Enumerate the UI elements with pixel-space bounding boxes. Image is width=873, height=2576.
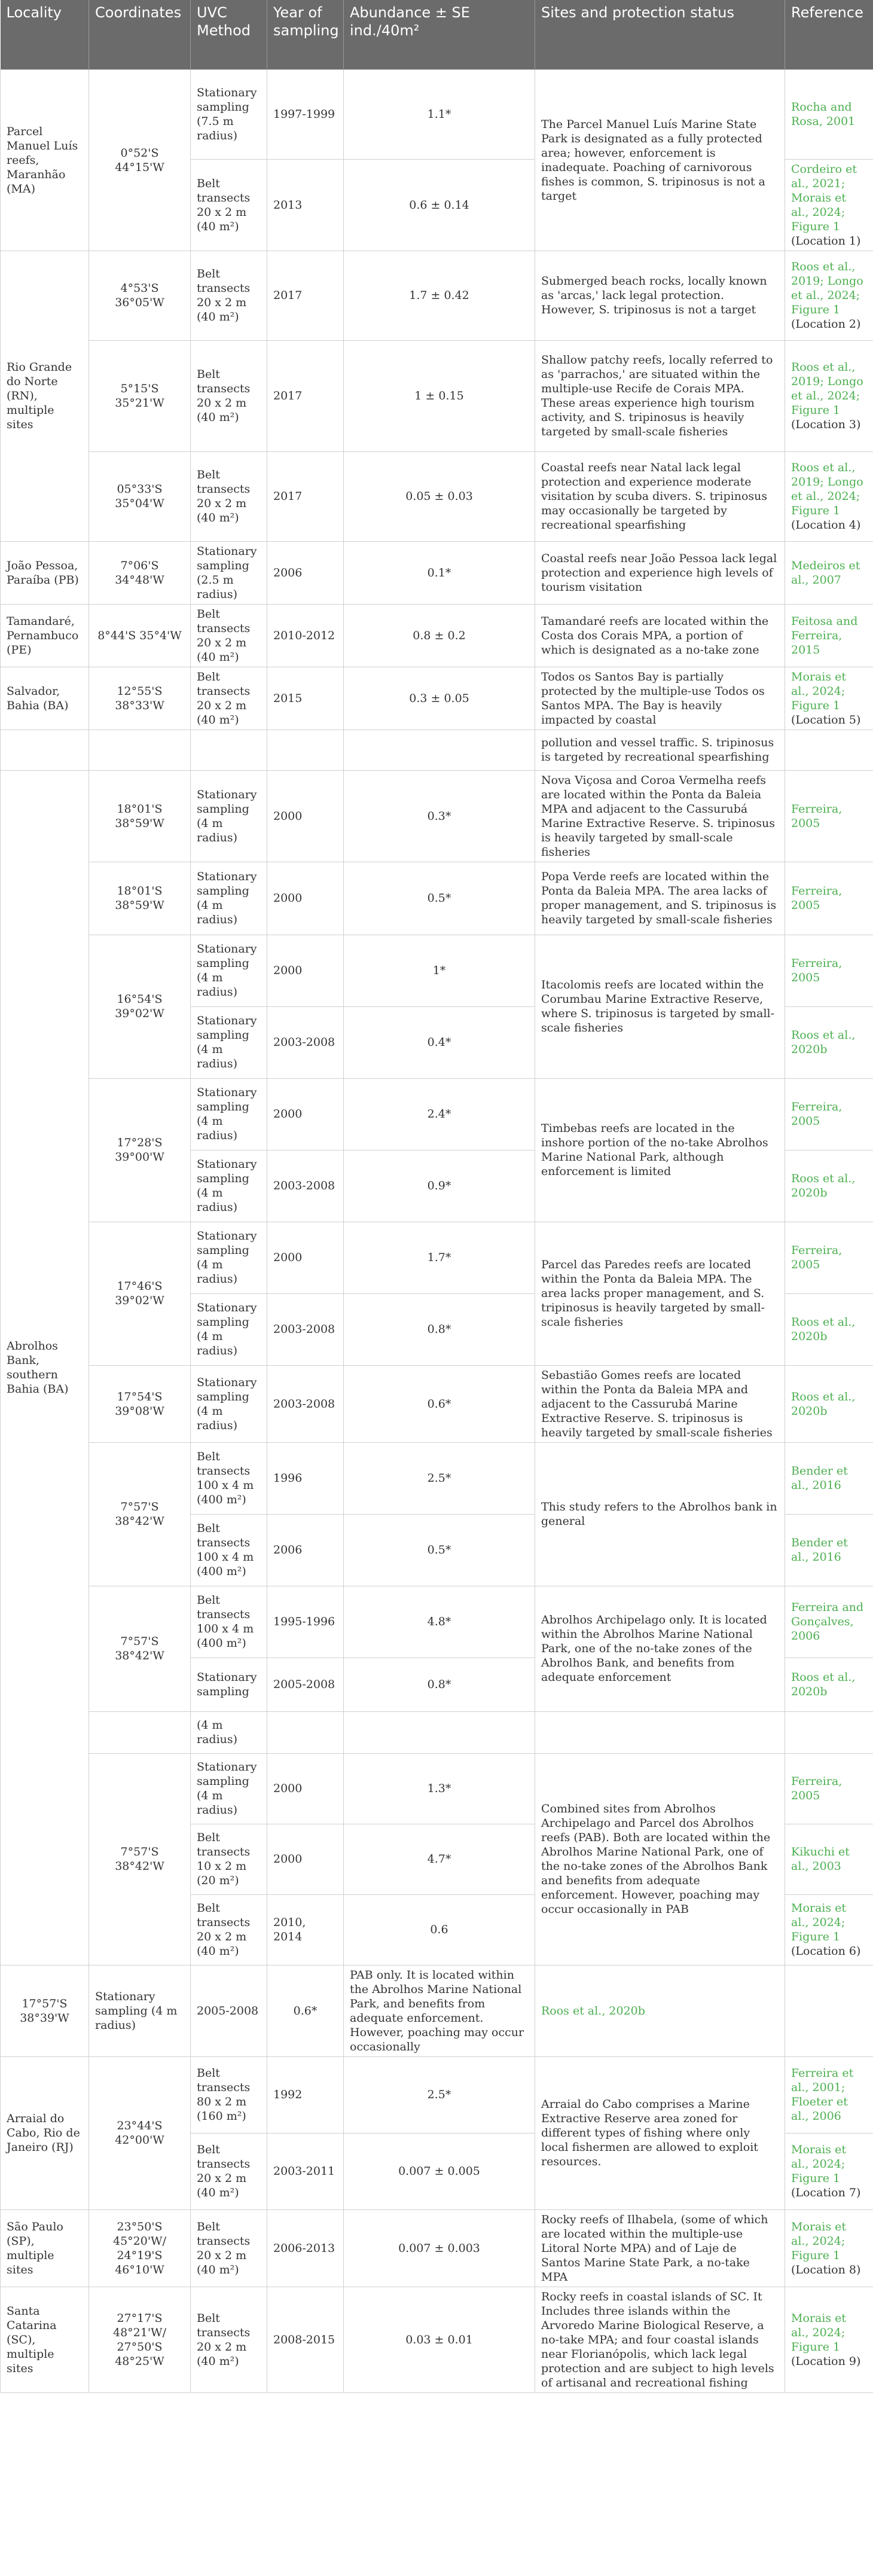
table-row (1, 2287, 873, 2392)
coordinates-cell: 5°15'S 35°21'W (89, 340, 191, 451)
abundance-cell: 0.8* (344, 1293, 535, 1365)
reference-location: (Location 4) (791, 518, 861, 532)
table-row (1, 667, 873, 730)
year-cell: 1992 (267, 2056, 344, 2133)
sites-cell: Abrolhos Archipelago only. It is located within the Abrolhos Marine National Park, one of the no-take zones of the Abrolhos Bank, and benefits from adequate enforcement (535, 1586, 785, 1711)
year-cell: 2003-2008 (267, 1150, 344, 1222)
year-cell: 2010, 2014 (267, 1894, 344, 1965)
reference-cell: Roos et al., 2020b (535, 1965, 785, 2056)
reference-cell: Roos et al., 2020b (785, 1150, 873, 1222)
method-cell: Stationary sampling (4 m radius) (191, 1006, 267, 1078)
coordinates-cell: 17°57'S 38°39'W (1, 1965, 89, 2056)
table-row (1, 862, 873, 935)
method-cell: Belt transects 20 x 2 m (40 m²) (191, 667, 267, 730)
reference-location: (Location 2) (791, 318, 861, 331)
reference-cell: Feitosa and Ferreira, 2015 (785, 604, 873, 667)
coordinates-cell: 7°57'S 38°42'W (89, 1442, 191, 1586)
abundance-cell: 0.3 ± 0.05 (344, 667, 535, 730)
abundance-cell: 1.7 ± 0.42 (344, 251, 535, 340)
table-row (1, 770, 873, 862)
reference-cell (785, 251, 873, 340)
table-row (1, 604, 873, 667)
abundance-cell: 0.8* (344, 1658, 535, 1711)
abundance-cell: 1.3* (344, 1753, 535, 1824)
table-row (1, 1586, 873, 1658)
table-row (1, 1222, 873, 1293)
reference-link[interactable]: Morais et al., 2024; Figure 1 (791, 2143, 847, 2185)
header-abundance: Abundance ± SE ind./40m² (344, 0, 535, 69)
coordinates-cell: 17°28'S 39°00'W (89, 1078, 191, 1222)
coordinates-cell: 12°55'S 38°33'W (89, 667, 191, 730)
abundance-cell: 0.6 (344, 1894, 535, 1965)
sites-cell: Coastal reefs near Natal lack legal protection and experience moderate visitation by scuba divers. S. tripinosus may occasionally be targeted by recreational spearfishing (535, 451, 785, 541)
year-cell: 2017 (267, 451, 344, 541)
year-cell: 2003-2008 (267, 1006, 344, 1078)
sites-cell: Submerged beach rocks, locally known as 'arcas,' lack legal protection. However, S. tripinosus is not a target (535, 251, 785, 340)
sites-cell: This study refers to the Abrolhos bank in general (535, 1442, 785, 1586)
sites-cell: Parcel das Paredes reefs are located within the Ponta da Baleia MPA. The area lacks proper management, and S. tripinosus is heavily targeted by small-scale fisheries (535, 1222, 785, 1365)
method-cell: Belt transects 100 x 4 m (400 m²) (191, 1514, 267, 1586)
locality-cell: São Paulo (SP), multiple sites (1, 2209, 89, 2287)
sites-cell: Rocky reefs in coastal islands of SC. It Includes three islands within the Arvoredo Marine Biological Reserve, a no-take MPA; and four coastal islands near Florianópolis, which lack legal protection and are subject to high levels of artisanal and recreational fishing (535, 2287, 785, 2392)
method-cell: Stationary sampling (4 m radius) (191, 1078, 267, 1150)
abundance-cell: 1.7* (344, 1222, 535, 1293)
method-cell: Belt transects 20 x 2 m (40 m²) (191, 2209, 267, 2287)
reference-cell: Rocha and Rosa, 2001 (785, 69, 873, 159)
reference-cell: Ferreira, 2005 (785, 1753, 873, 1824)
reference-location: (Location 9) (791, 2354, 861, 2368)
abundance-cell: 4.7* (344, 1824, 535, 1894)
abundance-cell: 1* (344, 935, 535, 1006)
coordinates-cell: 18°01'S 38°59'W (89, 770, 191, 862)
table-row (1, 1711, 873, 1753)
method-cell: Belt transects 20 x 2 m (40 m²) (191, 2287, 267, 2392)
table-row (1, 1078, 873, 1150)
abundance-cell: 0.5* (344, 1514, 535, 1586)
abundance-cell: 2.4* (344, 1078, 535, 1150)
method-cell: Stationary sampling (2.5 m radius) (191, 541, 267, 604)
table-row (1, 340, 873, 451)
sites-cell: The Parcel Manuel Luís Marine State Park is designated as a fully protected area; however, enforcement is inadequate. Poaching of carnivorous fishes is common, S. tripinosus is not a target (535, 69, 785, 251)
reference-link[interactable]: Morais et al., 2024; Figure 1 (791, 2220, 847, 2262)
year-cell: 2000 (267, 862, 344, 935)
coordinates-cell: 8°44'S 35°4'W (89, 604, 191, 667)
year-cell: 2010-2012 (267, 604, 344, 667)
reference-cell: Ferreira, 2005 (785, 862, 873, 935)
table-row (1, 1753, 873, 1824)
method-cell: Belt transects 20 x 2 m (40 m²) (191, 340, 267, 451)
sites-cell: Shallow patchy reefs, locally referred to as 'parrachos,' are situated within the multiple-use Recife de Corais MPA. These areas experience high tourism activity, and S. tripinosus is heavily targeted by small-scale fisheries (535, 340, 785, 451)
table-row (1, 2056, 873, 2133)
abundance-cell: 0.03 ± 0.01 (344, 2287, 535, 2392)
method-cell: Belt transects 100 x 4 m (400 m²) (191, 1442, 267, 1514)
year-cell: 2000 (267, 1078, 344, 1150)
table-spacer (1, 2392, 873, 2576)
header-sites: Sites and protection status (535, 0, 785, 69)
year-cell: 1995-1996 (267, 1586, 344, 1658)
reference-location: (Location 6) (791, 1945, 861, 1958)
reference-link[interactable]: Morais et al., 2024; Figure 1 (791, 670, 847, 712)
year-cell: 2003-2008 (267, 1293, 344, 1365)
year-cell: 2000 (267, 1753, 344, 1824)
method-cell: Stationary sampling (191, 1658, 267, 1711)
method-cell: Stationary sampling (4 m radius) (191, 1293, 267, 1365)
abundance-cell: 4.8* (344, 1586, 535, 1658)
reference-cell: Roos et al., 2020b (785, 1293, 873, 1365)
locality-cell: Santa Catarina (SC), multiple sites (1, 2287, 89, 2392)
reference-location: (Location 3) (791, 418, 861, 431)
reference-cell: Roos et al., 2020b (785, 1658, 873, 1711)
method-cell: Belt transects 20 x 2 m (40 m²) (191, 451, 267, 541)
sites-cell: Coastal reefs near João Pessoa lack legal protection and experience high levels of tourism visitation (535, 541, 785, 604)
abundance-cell: 0.007 ± 0.005 (344, 2133, 535, 2209)
abundance-cell: 0.6 ± 0.14 (344, 159, 535, 251)
abundance-cell: 0.6* (344, 1365, 535, 1442)
reference-link[interactable]: Roos et al., 2019; Longo et al., 2024; Figure 1 (791, 461, 863, 517)
table-row (1, 251, 873, 340)
method-cell: Stationary sampling (4 m radius) (191, 770, 267, 862)
abundance-cell: 0.4* (344, 1006, 535, 1078)
table-row (1, 541, 873, 604)
reference-link[interactable]: Roos et al., 2019; Longo et al., 2024; Figure 1 (791, 361, 863, 417)
method-cell: Belt transects 20 x 2 m (40 m²) (191, 604, 267, 667)
header-method: UVC Method (191, 0, 267, 69)
method-cell: Stationary sampling (4 m radius) (191, 1365, 267, 1442)
table-row (1, 1365, 873, 1442)
reference-location: (Location 5) (791, 713, 861, 727)
year-cell: 1997-1999 (267, 69, 344, 159)
abundance-cell: 2.5* (344, 2056, 535, 2133)
abundance-cell: 1 ± 0.15 (344, 340, 535, 451)
coordinates-cell: 16°54'S 39°02'W (89, 935, 191, 1078)
reference-cell: Kikuchi et al., 2003 (785, 1824, 873, 1894)
reference-cell: Ferreira, 2005 (785, 1222, 873, 1293)
year-cell: 2000 (267, 935, 344, 1006)
sites-cell: Timbebas reefs are located in the inshore portion of the no-take Abrolhos Marine National Park, although enforcement is limited (535, 1078, 785, 1222)
table-row (1, 1965, 873, 2056)
reference-cell: Bender et al., 2016 (785, 1442, 873, 1514)
method-cell: Stationary sampling (4 m radius) (191, 1222, 267, 1293)
reference-link[interactable]: Roos et al., 2019; Longo et al., 2024; Figure 1 (791, 260, 863, 316)
coordinates-cell: 23°44'S 42°00'W (89, 2056, 191, 2209)
reference-cell: Ferreira and Gonçalves, 2006 (785, 1586, 873, 1658)
header-coordinates: Coordinates (89, 0, 191, 69)
sites-cell: Todos os Santos Bay is partially protected by the multiple-use Todos os Santos MPA. The Bay is heavily impacted by coastal (535, 667, 785, 730)
sites-cell: Rocky reefs of Ilhabela, (some of which are located within the multiple-use Litoral Norte MPA) and of Laje de Santos Marine State Park, a no-take MPA (535, 2209, 785, 2287)
reference-cell (785, 1894, 873, 1965)
abundance-cell: 0.05 ± 0.03 (344, 451, 535, 541)
method-cell: Belt transects 20 x 2 m (40 m²) (191, 251, 267, 340)
year-cell: 2017 (267, 340, 344, 451)
sites-cell: Combined sites from Abrolhos Archipelago and Parcel dos Abrolhos reefs (PAB). Both are located within the Abrolhos Marine National Park, one of the no-take zones of the Abrolhos Bank and benefits from adequate enforcement. However, poaching may occur occasionally in PAB (535, 1753, 785, 1965)
sites-cell: Sebastião Gomes reefs are located within the Ponta da Baleia MPA and adjacent to the Cassurubá Marine Extractive Reserve. S. tripinosus is heavily targeted by small-scale fisheries (535, 1365, 785, 1442)
abundance-cell: 0.3* (344, 770, 535, 862)
abundance-cell: 0.8 ± 0.2 (344, 604, 535, 667)
year-cell: 2013 (267, 159, 344, 251)
reference-cell (785, 2133, 873, 2209)
abundance-cell: 0.5* (344, 862, 535, 935)
method-cell: Stationary sampling (4 m radius) (191, 1753, 267, 1824)
reference-cell: Roos et al., 2020b (785, 1365, 873, 1442)
header-reference: Reference (785, 0, 873, 69)
reference-cell: Ferreira, 2005 (785, 1078, 873, 1150)
year-cell: 2003-2011 (267, 2133, 344, 2209)
year-cell: 2017 (267, 251, 344, 340)
year-cell: 2003-2008 (267, 1365, 344, 1442)
year-cell: 2008-2015 (267, 2287, 344, 2392)
reference-link[interactable]: Cordeiro et al., 2021; Morais et al., 2024; Figure 1 (791, 162, 857, 233)
method-cell: Belt transects 20 x 2 m (40 m²) (191, 159, 267, 251)
coordinates-cell: 7°57'S 38°42'W (89, 1753, 191, 1965)
reference-cell: Roos et al., 2020b (785, 1006, 873, 1078)
coordinates-cell: 17°46'S 39°02'W (89, 1222, 191, 1365)
reference-link[interactable]: Morais et al., 2024; Figure 1 (791, 2311, 847, 2354)
year-cell: 2006 (267, 541, 344, 604)
reference-link[interactable]: Morais et al., 2024; Figure 1 (791, 1902, 847, 1943)
table-row (1, 935, 873, 1006)
sites-cell: Itacolomis reefs are located within the Corumbau Marine Extractive Reserve, where S. tripinosus is targeted by small-scale fisheries (535, 935, 785, 1078)
reference-cell (785, 340, 873, 451)
method-cell: Stationary sampling (7.5 m radius) (191, 69, 267, 159)
coordinates-cell: 05°33'S 35°04'W (89, 451, 191, 541)
header-year: Year of sampling (267, 0, 344, 69)
reference-cell (785, 2209, 873, 2287)
abundance-cell: 0.9* (344, 1150, 535, 1222)
year-cell: 1996 (267, 1442, 344, 1514)
reference-cell (785, 667, 873, 730)
year-cell: 2006-2013 (267, 2209, 344, 2287)
table-row (1, 451, 873, 541)
sites-cell: Tamandaré reefs are located within the Costa dos Corais MPA, a portion of which is designated as a no-take zone (535, 604, 785, 667)
year-cell: 2015 (267, 667, 344, 730)
reference-location: (Location 8) (791, 2263, 861, 2276)
abundance-cell: 0.007 ± 0.003 (344, 2209, 535, 2287)
year-cell: 2000 (267, 770, 344, 862)
table-row (1, 1442, 873, 1514)
coordinates-cell: 17°54'S 39°08'W (89, 1365, 191, 1442)
reference-cell (785, 159, 873, 251)
abundance-cell: 0.1* (344, 541, 535, 604)
reference-location: (Location 7) (791, 2186, 861, 2199)
method-cell: Stationary sampling (4 m radius) (191, 1150, 267, 1222)
locality-cell: Parcel Manuel Luís reefs, Maranhão (MA) (1, 69, 89, 251)
table-row (1, 69, 873, 159)
reference-cell: Bender et al., 2016 (785, 1514, 873, 1586)
coordinates-cell: 18°01'S 38°59'W (89, 862, 191, 935)
method-cell: Belt transects 20 x 2 m (40 m²) (191, 1894, 267, 1965)
locality-cell: Abrolhos Bank, southern Bahia (BA) (1, 770, 89, 1965)
coordinates-cell: 7°06'S 34°48'W (89, 541, 191, 604)
method-cell: Belt transects 100 x 4 m (400 m²) (191, 1586, 267, 1658)
year-cell: 2006 (267, 1514, 344, 1586)
header-row (1, 0, 873, 69)
year-cell: 2005-2008 (191, 1965, 267, 2056)
table-row (1, 2209, 873, 2287)
method-cell: Belt transects 80 x 2 m (160 m²) (191, 2056, 267, 2133)
reference-cell: Ferreira et al., 2001; Floeter et al., 2006 (785, 2056, 873, 2133)
year-cell: 2000 (267, 1824, 344, 1894)
coordinates-cell: 23°50'S 45°20'W/ 24°19'S 46°10'W (89, 2209, 191, 2287)
coordinates-cell: 0°52'S 44°15'W (89, 69, 191, 251)
coordinates-cell: 4°53'S 36°05'W (89, 251, 191, 340)
coordinates-cell: 7°57'S 38°42'W (89, 1586, 191, 1711)
method-cell: Stationary sampling (4 m radius) (191, 862, 267, 935)
coordinates-cell: 27°17'S 48°21'W/ 27°50'S 48°25'W (89, 2287, 191, 2392)
method-cell: (4 m radius) (191, 1711, 267, 1753)
reference-cell: Ferreira, 2005 (785, 770, 873, 862)
locality-cell: Tamandaré, Pernambuco (PE) (1, 604, 89, 667)
locality-cell: Rio Grande do Norte (RN), multiple sites (1, 251, 89, 541)
sites-cell: Nova Viçosa and Coroa Vermelha reefs are located within the Ponta da Baleia MPA and adjacent to the Cassurubá Marine Extractive Reserve. S. tripinosus is heavily targeted by small-scale fisheries (535, 770, 785, 862)
year-cell: 2005-2008 (267, 1658, 344, 1711)
sites-cell: PAB only. It is located within the Abrolhos Marine National Park, and benefits from adequate enforcement. However, poaching may occur occasionally (344, 1965, 535, 2056)
method-cell: Belt transects 20 x 2 m (40 m²) (191, 2133, 267, 2209)
reference-cell: Medeiros et al., 2007 (785, 541, 873, 604)
abundance-cell: 2.5* (344, 1442, 535, 1514)
method-cell: Stationary sampling (4 m radius) (191, 935, 267, 1006)
sites-cell: Arraial do Cabo comprises a Marine Extractive Reserve area zoned for different types of fishing where only local fishermen are allowed to exploit resources. (535, 2056, 785, 2209)
reference-cell: Ferreira, 2005 (785, 935, 873, 1006)
reference-cell (785, 451, 873, 541)
sites-cell: Popa Verde reefs are located within the Ponta da Baleia MPA. The area lacks of proper management, and S. tripinosus is heavily targeted by small-scale fisheries (535, 862, 785, 935)
sites-cell: pollution and vessel traffic. S. tripinosus is targeted by recreational spearfishing (535, 730, 785, 770)
abundance-cell: 0.6* (267, 1965, 344, 2056)
locality-cell: João Pessoa, Paraíba (PB) (1, 541, 89, 604)
reference-cell (785, 2287, 873, 2392)
locality-cell: Arraial do Cabo, Rio de Janeiro (RJ) (1, 2056, 89, 2209)
method-cell: Stationary sampling (4 m radius) (89, 1965, 191, 2056)
header-locality: Locality (1, 0, 89, 69)
abundance-cell: 1.1* (344, 69, 535, 159)
reference-location: (Location 1) (791, 234, 861, 248)
year-cell: 2000 (267, 1222, 344, 1293)
table-row (1, 730, 873, 770)
method-cell: Belt transects 10 x 2 m (20 m²) (191, 1824, 267, 1894)
locality-cell: Salvador, Bahia (BA) (1, 667, 89, 730)
